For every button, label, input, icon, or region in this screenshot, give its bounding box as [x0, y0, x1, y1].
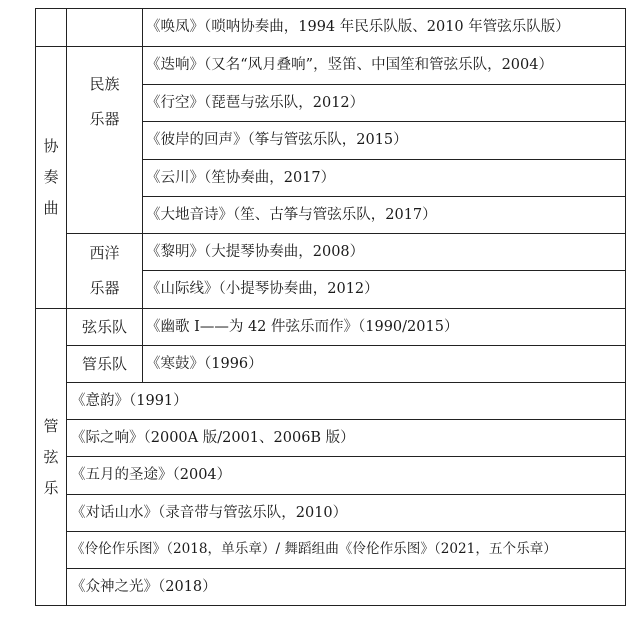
work-cell — [71, 532, 557, 568]
work-cell — [146, 271, 379, 308]
work-title: 《迭响》（又名“风月叠响”，竖笛、中国笙和管弦乐队，2004） — [146, 57, 553, 74]
work-title: 《对话山水》（录音带与管弦乐队，2010） — [71, 504, 348, 521]
work-cell — [146, 234, 364, 270]
work-cell — [71, 457, 231, 494]
work-cell — [71, 420, 355, 456]
work-title: 《大地音诗》（笙、古筝与管弦乐队，2017） — [146, 206, 437, 223]
work-cell — [146, 122, 408, 159]
work-title: 《众神之光》（2018） — [71, 578, 217, 595]
work-cell — [71, 383, 188, 419]
subcategory-ethnic: 民族 乐器 — [89, 75, 120, 128]
work-title: 《幽歌 I——为 42 件弦乐而作》（1990/2015） — [146, 318, 459, 335]
work-title: 《彼岸的回声》（筝与管弦乐队，2015） — [146, 132, 408, 149]
subcategory-western: 西洋 乐器 — [89, 244, 120, 297]
work-title: 《唤凤》（唢呐协奏曲，1994 年民乐队版、2010 年管弦乐队版） — [146, 19, 570, 36]
rule — [35, 605, 626, 606]
subcategory-strings: 弦乐队 — [81, 317, 127, 336]
rule — [625, 8, 626, 606]
work-cell — [71, 495, 347, 531]
work-cell — [146, 160, 335, 196]
work-cell — [146, 9, 570, 46]
subcategory-winds: 管乐队 — [81, 354, 127, 373]
work-cell — [146, 309, 458, 345]
work-title: 《山际线》（小提琴协奏曲，2012） — [146, 281, 379, 298]
work-title: 《黎明》（大提琴协奏曲，2008） — [146, 243, 365, 260]
work-cell — [146, 197, 437, 233]
work-title: 《寒鼓》（1996） — [146, 355, 263, 372]
work-title: 《五月的圣途》（2004） — [71, 467, 232, 484]
work-title: 《伶伦作乐图》（2018，单乐章）/ 舞蹈组曲《伶伦作乐图》（2021，五个乐章） — [71, 541, 557, 558]
work-cell — [71, 569, 217, 605]
rule — [142, 8, 143, 382]
work-title: 《意韵》（1991） — [71, 392, 188, 409]
work-title: 《际之响》（2000A 版/2001、2006B 版） — [71, 429, 355, 446]
category-orchestral: 管 弦 乐 — [43, 416, 59, 497]
work-title: 《云川》（笙协奏曲，2017） — [146, 169, 336, 186]
works-table — [35, 8, 626, 605]
work-title: 《行空》（琵琶与弦乐队，2012） — [146, 94, 365, 111]
work-cell — [146, 47, 553, 84]
work-cell — [146, 346, 263, 382]
work-cell — [146, 85, 364, 121]
category-concerto: 协 奏 曲 — [43, 137, 59, 217]
